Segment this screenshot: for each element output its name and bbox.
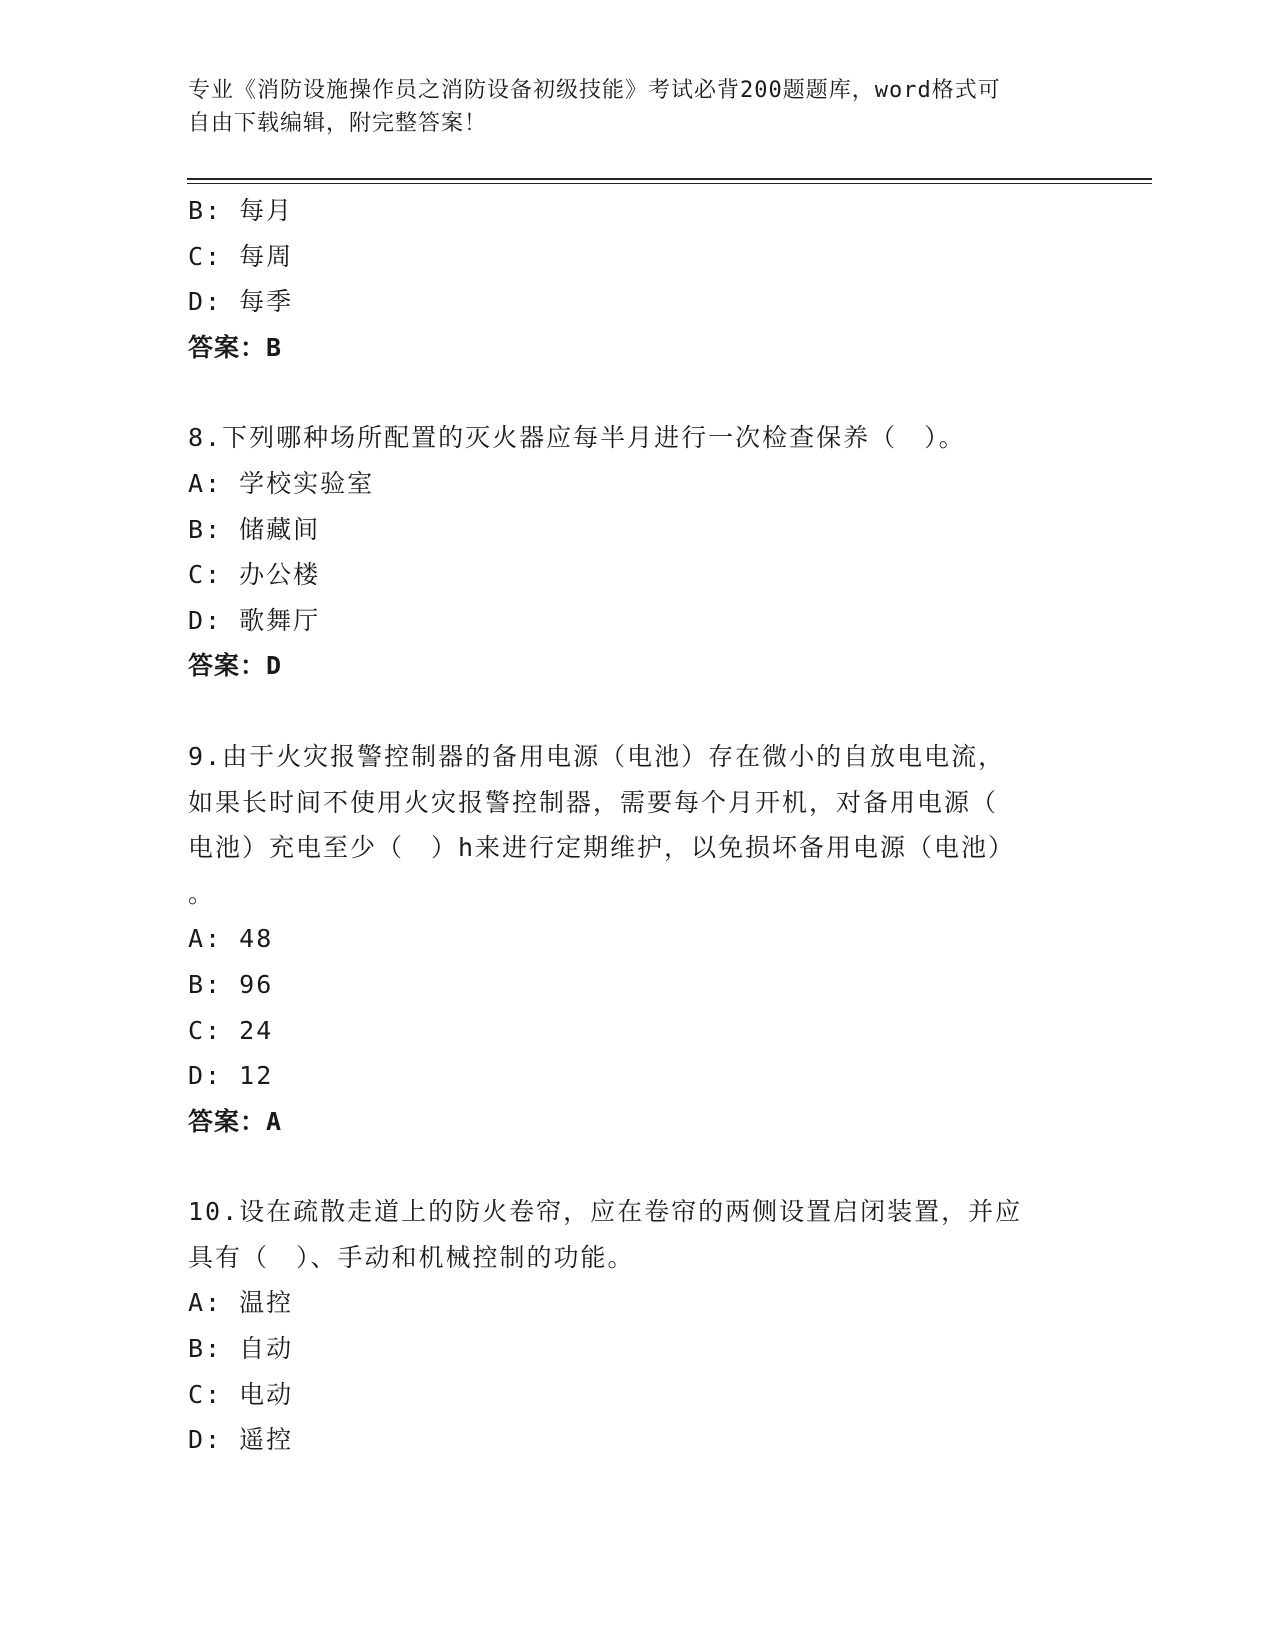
- option-a: A: 48: [188, 924, 274, 954]
- question-text-line-3: 电池）充电至少（ ）h来进行定期维护，以免损坏备用电源（电池）: [188, 833, 1016, 863]
- option-c: C: 每周: [188, 241, 294, 271]
- question-text-line-1: 10.设在疏散走道上的防火卷帘，应在卷帘的两侧设置启闭装置，并应: [188, 1197, 1023, 1227]
- question-text-line-1: 9.由于火灾报警控制器的备用电源（电池）存在微小的自放电电流，: [188, 741, 1006, 771]
- answer-line: 答案：D: [188, 651, 283, 681]
- spacer: [188, 689, 1088, 734]
- option-c: C: 办公楼: [188, 560, 321, 590]
- question-text-line-4: 。: [188, 878, 216, 908]
- answer-line: 答案：A: [188, 1106, 283, 1136]
- question-content: [188, 188, 1088, 1463]
- option-d: D: 歌舞厅: [188, 605, 321, 635]
- option-b: B: 自动: [188, 1334, 294, 1364]
- question-text-line-2: 具有（ ）、手动和机械控制的功能。: [188, 1242, 635, 1272]
- question-10: [188, 1189, 1088, 1463]
- question-8: [188, 415, 1088, 689]
- option-d: D: 12: [188, 1061, 274, 1091]
- document-header: [188, 74, 1088, 140]
- option-a: A: 温控: [188, 1288, 294, 1318]
- header-line-1: 专业《消防设施操作员之消防设备初级技能》考试必背200题题库，word格式可: [188, 78, 1001, 103]
- question-text-line-2: 如果长时间不使用火灾报警控制器，需要每个月开机，对备用电源（: [188, 787, 999, 817]
- header-divider-thin: [187, 183, 1152, 184]
- option-d: D: 遥控: [188, 1425, 294, 1455]
- option-d: D: 每季: [188, 287, 294, 317]
- option-a: A: 学校实验室: [188, 468, 375, 498]
- option-b: B: 96: [188, 969, 274, 999]
- option-b: B: 每月: [188, 196, 294, 225]
- option-b: B: 储藏间: [188, 514, 321, 544]
- header-line-2: 自由下载编辑，附完整答案！: [188, 111, 488, 136]
- question-9: [188, 734, 1088, 1144]
- spacer: [188, 370, 1088, 415]
- option-c: C: 电动: [188, 1379, 294, 1409]
- option-c: C: 24: [188, 1015, 274, 1045]
- prev-question: [188, 188, 1088, 370]
- header-divider-thick: [187, 178, 1152, 180]
- spacer: [188, 1144, 1088, 1189]
- question-text: 8.下列哪种场所配置的灭火器应每半月进行一次检查保养（ ）。: [188, 423, 966, 453]
- answer-line: 答案：B: [188, 332, 283, 362]
